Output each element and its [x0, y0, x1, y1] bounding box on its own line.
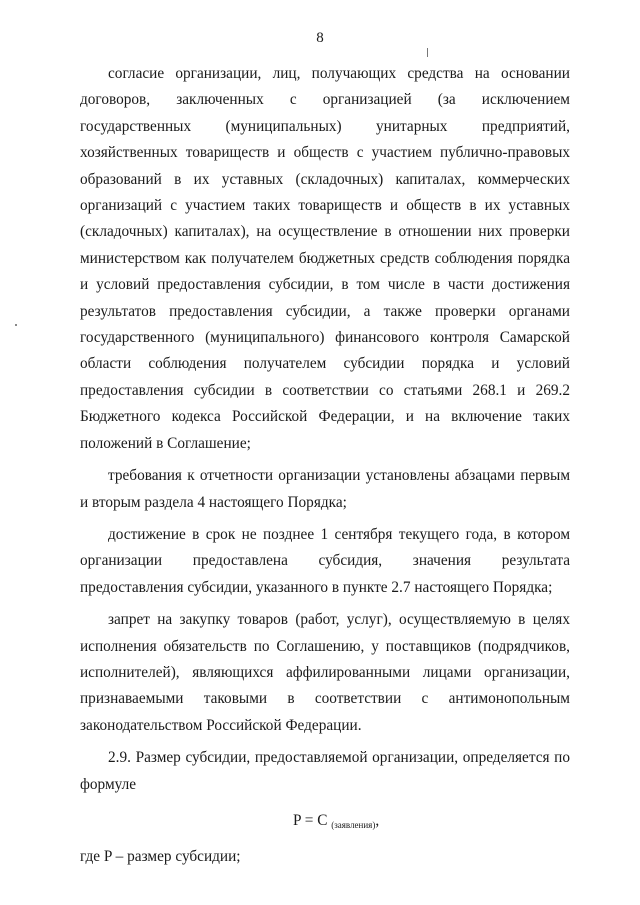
- formula-subscript: (заявления): [331, 819, 376, 830]
- scan-mark: [427, 48, 428, 57]
- paragraph-deadline: достижение в срок не позднее 1 сентября текущего года, в котором организации предоставлена субсидия, значения результата предоставления субсидии, указанного в пункте 2.7 настоящего Порядка;: [80, 525, 570, 596]
- paragraph-consent: согласие организации, лиц, получающих средства на основании договоров, заключенных с организацией (за исключением государственных (муниципальных) унитарных предприятий, хозяйственных товариществ и обществ с участием публично-правовых образований в их уставных (складочных) капиталах, коммерческих организаций с участием таких товариществ и обществ в их уставных (складочных) капиталах), на осуществление в отношении них проверки министерством как получателем бюджетных средств соблюдения порядка и условий предоставления субсидии, в том числе в части достижения результатов предоставления субсидии, а также проверки органами государственного (муниципального) финансового контроля Самарской области соблюдения получателем субсидии порядка и условий предоставления субсидии в соответствии со статьями 268.1 и 269.2 Бюджетного кодекса Российской Федерации, и на включение таких положений в Соглашение;: [80, 65, 570, 452]
- formula-definition: где P – размер субсидии;: [80, 847, 241, 865]
- formula-main: P = C: [293, 811, 328, 829]
- paragraph-reporting: требования к отчетности организации установлены абзацами первым и вторым раздела 4 настоящего Порядка;: [80, 467, 570, 511]
- scan-dot: [15, 324, 17, 326]
- paragraph-procurement-ban: запрет на закупку товаров (работ, услуг), осуществляемую в целях исполнения обязательств по Соглашению, у поставщиков (подрядчиков, исполнителей), являющихся аффилированными лицами организации, признаваемыми таковыми в соответствии с антимонопольным законодательством Российской Федерации.: [80, 611, 570, 734]
- paragraph-subsidy-size: 2.9. Размер субсидии, предоставляемой организации, определяется по формуле: [80, 749, 570, 793]
- formula: [80, 808, 570, 836]
- body-text: [80, 61, 570, 870]
- page-number: 8: [316, 30, 324, 46]
- formula-tail: ,: [375, 811, 380, 829]
